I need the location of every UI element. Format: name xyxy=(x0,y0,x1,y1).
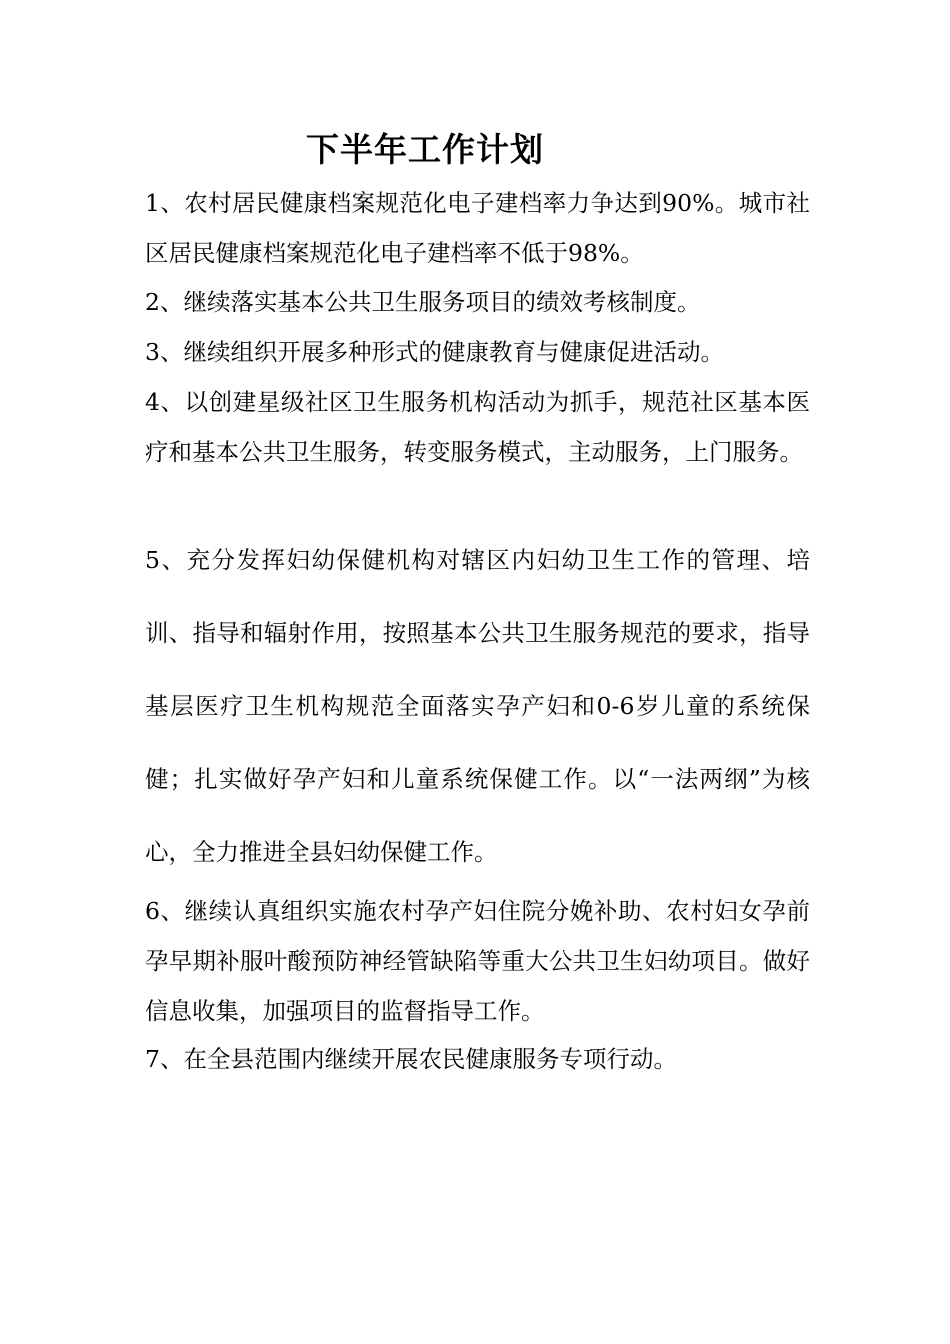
paragraph-6: 6、继续认真组织实施农村孕产妇住院分娩补助、农村妇女孕前孕早期补服叶酸预防神经管缺陷等重大公共卫生妇幼项目。做好信息收集，加强项目的监督指导工作。 xyxy=(145,897,810,1025)
paragraph-5: 5、充分发挥妇幼保健机构对辖区内妇幼卫生工作的管理、培训、指导和辐射作用，按照基本公共卫生服务规范的要求，指导基层医疗卫生机构规范全面落实孕产妇和0-6岁儿童的系统保健；扎实做好孕产妇和儿童系统保健工作。以“一法两纲”为核心，全力推进全县妇幼保健工作。 xyxy=(145,546,810,866)
paragraph-3: 3、继续组织开展多种形式的健康教育与健康促进活动。 xyxy=(145,338,724,366)
paragraph-7: 7、在全县范围内继续开展农民健康服务专项行动。 xyxy=(145,1045,677,1073)
document-title: 下半年工作计划 xyxy=(306,130,544,169)
paragraph-2: 2、继续落实基本公共卫生服务项目的绩效考核制度。 xyxy=(145,288,701,316)
paragraph-1: 1、农村居民健康档案规范化电子建档率力争达到90%。城市社区居民健康档案规范化电子建档率不低于98%。 xyxy=(145,189,810,267)
paragraph-4: 4、以创建星级社区卫生服务机构活动为抓手，规范社区基本医疗和基本公共卫生服务，转变服务模式，主动服务，上门服务。 xyxy=(145,388,810,466)
